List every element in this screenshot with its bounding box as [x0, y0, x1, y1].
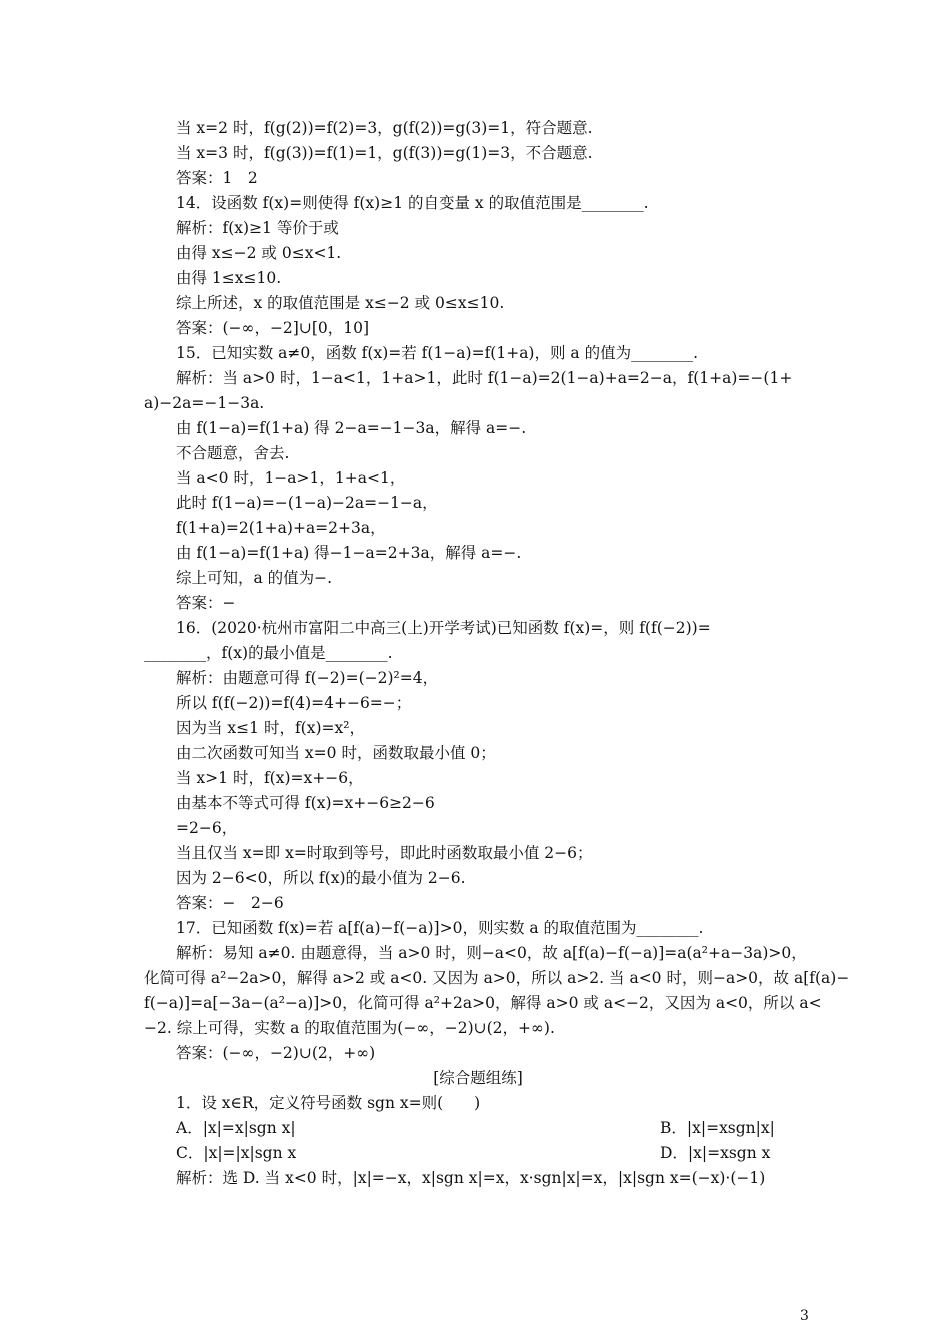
text-line: 因为当 x≤1 时，f(x)=x²， — [176, 719, 365, 737]
text-line: 由得 1≤x≤10. — [176, 269, 282, 287]
text-line: 解析：选 D. 当 x<0 时，|x|=−x，x|sgn x|=x，x·sgn|x|=x，|x|sgn x=(−x)·(−1) — [176, 1169, 766, 1187]
section-heading: [综合题组练] — [433, 1069, 523, 1087]
text-line: 综上所述，x 的取值范围是 x≤−2 或 0≤x≤10. — [176, 294, 505, 312]
text-line: 因为 2−6<0，所以 f(x)的最小值为 2−6. — [176, 869, 466, 887]
text-line: 所以 f(f(−2))=f(4)=4+−6=−； — [176, 694, 412, 712]
text-line: f(1+a)=2(1+a)+a=2+3a， — [176, 519, 386, 537]
text-line: 由二次函数可知当 x=0 时，函数取最小值 0； — [176, 744, 496, 762]
answer-line: 答案：(−∞，−2]∪[0，10] — [176, 319, 370, 337]
text-line: 由 f(1−a)=f(1+a) 得 2−a=−1−3a，解得 a=−. — [176, 419, 527, 437]
text-line: 综上可知，a 的值为−. — [176, 569, 333, 587]
option-row — [176, 1118, 812, 1138]
text-line: 当 x=3 时，f(g(3))=f(1)=1，g(f(3))=g(1)=3，不合题意. — [176, 144, 593, 162]
text-line: 由得 x≤−2 或 0≤x<1. — [176, 244, 342, 262]
question-17: 17．已知函数 f(x)=若 a[f(a)−f(−a)]>0，则实数 a 的取值范围为________. — [176, 919, 704, 937]
answer-line: 答案：1 2 — [176, 169, 258, 187]
question-14: 14．设函数 f(x)=则使得 f(x)≥1 的自变量 x 的取值范围是________. — [176, 194, 649, 212]
option-row — [176, 1143, 812, 1163]
text-line: 解析：由题意可得 f(−2)=(−2)²=4， — [176, 669, 439, 687]
text-line: 解析：当 a>0 时，1−a<1，1+a>1，此时 f(1−a)=2(1−a)+a=2−a，f(1+a)=−(1+ — [176, 369, 793, 387]
text-line: 当 x=2 时，f(g(2))=f(2)=3，g(f(2))=g(3)=1，符合题意. — [176, 119, 593, 137]
text-line: 解析：易知 a≠0. 由题意得，当 a>0 时，则−a<0，故 a[f(a)−f(−a)]=a(a²+a−3a)>0， — [176, 944, 807, 962]
text-line: 由基本不等式可得 f(x)=x+−6≥2−6 — [176, 794, 435, 812]
answer-line: 答案：(−∞，−2)∪(2，+∞) — [176, 1044, 376, 1062]
text-line: 化简可得 a²−2a>0，解得 a>2 或 a<0. 又因为 a>0，所以 a>2. 当 a<0 时，则−a>0，故 a[f(a)− — [144, 969, 850, 987]
text-line: 当且仅当 x=即 x=时取到等号，即此时函数取最小值 2−6； — [176, 844, 593, 862]
text-line: 当 x>1 时，f(x)=x+−6， — [176, 769, 364, 787]
answer-line: 答案：− 2−6 — [176, 894, 284, 912]
text-line: 不合题意，舍去. — [176, 444, 290, 462]
text-line: −2. 综上可得，实数 a 的取值范围为(−∞，−2)∪(2，+∞). — [144, 1019, 555, 1037]
question-15: 15．已知实数 a≠0，函数 f(x)=若 f(1−a)=f(1+a)，则 a 的值为________. — [176, 344, 699, 362]
text-line: 由 f(1−a)=f(1+a) 得−1−a=2+3a，解得 a=−. — [176, 544, 522, 562]
text-line: 当 a<0 时，1−a>1，1+a<1， — [176, 469, 406, 487]
text-line: ________，f(x)的最小值是________. — [144, 644, 393, 662]
text-line: 此时 f(1−a)=−(1−a)−2a=−1−a， — [176, 494, 438, 512]
question-1: 1．设 x∈R，定义符号函数 sgn x=则( ) — [176, 1094, 481, 1112]
option-d: D．|x|=xsgn x — [660, 1144, 771, 1162]
page-number: 3 — [800, 1308, 809, 1324]
option-a: A．|x|=x|sgn x| — [176, 1119, 296, 1137]
answer-line: 答案：− — [176, 594, 236, 612]
option-b: B．|x|=xsgn|x| — [660, 1119, 775, 1137]
text-line: =2−6， — [176, 819, 238, 837]
option-c: C．|x|=|x|sgn x — [176, 1144, 297, 1162]
text-line: 解析：f(x)≥1 等价于或 — [176, 219, 339, 237]
text-line: a)−2a=−1−3a. — [144, 394, 265, 412]
text-line: f(−a)]=a[−3a−(a²−a)]>0，化简可得 a²+2a>0，解得 a>0 或 a<−2，又因为 a<0，所以 a< — [144, 994, 822, 1012]
question-16: 16．(2020·杭州市富阳二中高三(上)开学考试)已知函数 f(x)=，则 f(f(−2))= — [176, 619, 711, 637]
